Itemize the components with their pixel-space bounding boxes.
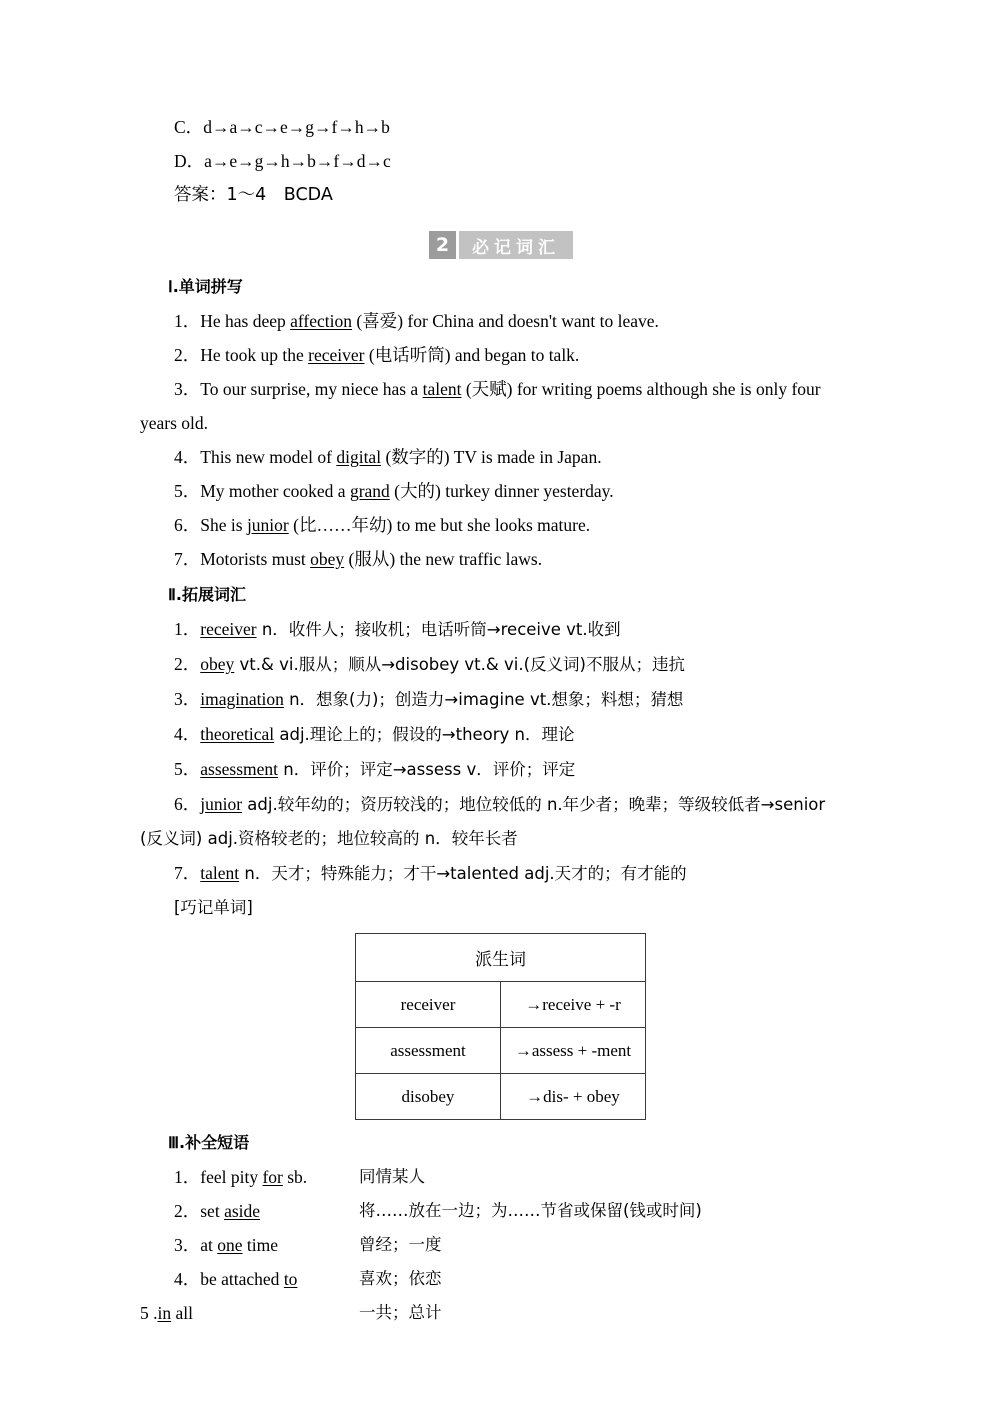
derived-formula: →assess + -ment <box>501 1028 646 1074</box>
section-number-badge: 2 <box>429 231 456 259</box>
item-text-pre: She is <box>200 515 247 535</box>
item-text-post: (大的) turkey dinner yesterday. <box>389 481 614 501</box>
item-number: 4． <box>174 1269 201 1289</box>
item-headword: obey <box>200 654 235 674</box>
spelling-item-wrap: years old. <box>140 413 209 433</box>
option-c-text: d→a→c→e→g→f→h→b <box>203 117 390 137</box>
item-definition: adj.理论上的；假设的→theory n．理论 <box>274 725 575 744</box>
spelling-item <box>140 474 862 508</box>
spelling-item <box>140 304 862 338</box>
item-text-pre: To our surprise, my niece has a <box>200 379 423 399</box>
item-headword: imagination <box>200 689 284 709</box>
item-text-post: (电话听筒) and began to talk. <box>364 345 580 365</box>
item-number: 6． <box>174 794 201 814</box>
option-row-d <box>140 144 862 178</box>
item-text-post: (服从) the new traffic laws. <box>344 549 543 569</box>
item-text-pre: This new model of <box>200 447 337 467</box>
phrase-pre: be attached <box>200 1269 284 1289</box>
item-definition: vt.& vi.服从；顺从→disobey vt.& vi.(反义词)不服从；违抗 <box>234 655 685 674</box>
derived-formula: →receive + -r <box>501 982 646 1028</box>
item-number: 3． <box>174 689 201 709</box>
item-answer-word: grand <box>349 481 390 501</box>
item-number: 7． <box>174 863 201 883</box>
option-d-label: D． <box>174 151 205 171</box>
item-answer-word: junior <box>246 515 289 535</box>
item-text-post: (喜爱) for China and doesn't want to leave. <box>352 311 659 331</box>
phrase-answer-word: to <box>283 1269 298 1289</box>
phrase-item <box>140 1262 862 1296</box>
option-row-c <box>140 110 862 144</box>
item-number: 2． <box>174 345 201 365</box>
phrase-item <box>140 1296 862 1330</box>
heading-label-2: .拓展词汇 <box>175 585 246 604</box>
derived-formula: →dis- + obey <box>501 1074 646 1120</box>
phrase-pre: feel pity <box>200 1167 263 1187</box>
item-text-pre: He has deep <box>200 311 291 331</box>
item-number: 7． <box>174 549 201 569</box>
item-headword: talent <box>200 863 240 883</box>
phrase-answer-word: for <box>262 1167 283 1187</box>
section-title-badge: 必记词汇 <box>459 231 573 259</box>
phrase-answer-word: in <box>157 1303 172 1323</box>
phrase-post: all <box>171 1303 193 1323</box>
phrase-meaning: 将……放在一边；为……节省或保留(钱或时间) <box>359 1201 702 1220</box>
derived-word: receiver <box>356 982 501 1028</box>
item-number: 4． <box>174 447 201 467</box>
item-answer-word: receiver <box>308 345 365 365</box>
item-headword: assessment <box>200 759 279 779</box>
option-d-text: a→e→g→h→b→f→d→c <box>204 151 391 171</box>
item-text-post: (天赋) for writing poems although she is only four <box>461 379 821 399</box>
item-number: 3． <box>174 1235 201 1255</box>
derived-word: assessment <box>356 1028 501 1074</box>
answer-line: 答案：1～4 BCDA <box>174 185 333 205</box>
item-text-post: (比……年幼) to me but she looks mature. <box>288 515 591 535</box>
table-row <box>356 982 646 1028</box>
item-number: 3． <box>174 379 201 399</box>
item-number: 1． <box>174 619 201 639</box>
item-answer-word: talent <box>422 379 462 399</box>
extended-item <box>140 752 862 787</box>
section-banner <box>140 230 862 260</box>
item-text-pre: He took up the <box>200 345 309 365</box>
table-header-row <box>356 934 646 982</box>
phrase-meaning: 喜欢；依恋 <box>359 1269 442 1288</box>
extended-item <box>140 856 862 891</box>
phrase-post: time <box>242 1235 279 1255</box>
derived-table-wrapper <box>140 933 862 1120</box>
heading-numeral-3: Ⅲ <box>168 1135 180 1152</box>
item-headword: junior <box>200 794 243 814</box>
item-number: 5 . <box>140 1303 158 1323</box>
extended-item <box>140 647 862 682</box>
item-number: 2． <box>174 1201 201 1221</box>
spelling-item <box>140 338 862 372</box>
page-content <box>140 110 862 1330</box>
item-definition: n．想象(力)；创造力→imagine vt.想象；料想；猜想 <box>283 690 684 709</box>
spelling-item <box>140 440 862 474</box>
item-number: 1． <box>174 311 201 331</box>
item-number: 4． <box>174 724 201 744</box>
heading-label-1: .单词拼写 <box>172 277 243 296</box>
section-banner-inner <box>429 231 573 259</box>
derived-table-title: 派生词 <box>356 934 646 982</box>
table-row <box>356 1074 646 1120</box>
heading-word-spelling <box>140 270 862 304</box>
phrase-english <box>174 1160 359 1194</box>
phrase-english <box>174 1194 359 1228</box>
heading-extended-vocab <box>140 578 862 612</box>
item-definition: adj.较年幼的；资历较浅的；地位较低的 n.年少者；晚辈；等级较低者→senior <box>242 795 826 814</box>
item-answer-word: digital <box>336 447 382 467</box>
phrase-meaning: 曾经；一度 <box>359 1235 442 1254</box>
phrase-item <box>140 1194 862 1228</box>
item-number: 5． <box>174 759 201 779</box>
extended-item <box>140 787 862 822</box>
extended-item-wrap: (反义词) adj.资格较老的；地位较高的 n．较年长者 <box>140 829 518 848</box>
item-answer-word: affection <box>290 311 353 331</box>
option-c-label: C． <box>174 117 204 137</box>
item-text-post: (数字的) TV is made in Japan. <box>381 447 602 467</box>
heading-numeral-1: Ⅰ <box>168 279 173 296</box>
item-headword: theoretical <box>200 724 275 744</box>
heading-phrases <box>140 1126 862 1160</box>
phrase-english <box>174 1228 359 1262</box>
phrase-answer-word: one <box>217 1235 243 1255</box>
item-text-pre: Motorists must <box>200 549 311 569</box>
phrase-answer-word: aside <box>224 1201 261 1221</box>
item-number: 5． <box>174 481 201 501</box>
phrase-pre: at <box>200 1235 218 1255</box>
heading-label-3: .补全短语 <box>179 1133 250 1152</box>
item-text-pre: My mother cooked a <box>200 481 350 501</box>
item-number: 1． <box>174 1167 201 1187</box>
extended-item <box>140 717 862 752</box>
phrase-english <box>174 1262 359 1296</box>
spelling-item <box>140 542 862 576</box>
spelling-item <box>140 372 862 406</box>
item-definition: n．天才；特殊能力；才干→talented adj.天才的；有才能的 <box>239 864 687 883</box>
derived-word-table <box>355 933 646 1120</box>
heading-numeral-2: Ⅱ <box>168 587 176 604</box>
extended-item <box>140 612 862 647</box>
phrase-item <box>140 1228 862 1262</box>
item-definition: n．收件人；接收机；电话听筒→receive vt.收到 <box>256 620 621 639</box>
item-answer-word: obey <box>310 549 345 569</box>
item-number: 2． <box>174 654 201 674</box>
phrase-item <box>140 1160 862 1194</box>
phrase-meaning: 同情某人 <box>359 1167 425 1186</box>
item-headword: receiver <box>200 619 257 639</box>
phrase-post: sb. <box>282 1167 308 1187</box>
item-definition: n．评价；评定→assess v．评价；评定 <box>278 760 576 779</box>
phrase-english <box>140 1296 359 1330</box>
derived-word: disobey <box>356 1074 501 1120</box>
spelling-item <box>140 508 862 542</box>
phrase-pre: set <box>200 1201 225 1221</box>
mnemonic-label: [巧记单词] <box>174 898 253 917</box>
phrase-meaning: 一共；总计 <box>359 1303 442 1322</box>
table-row <box>356 1028 646 1074</box>
extended-item <box>140 682 862 717</box>
item-number: 6． <box>174 515 201 535</box>
